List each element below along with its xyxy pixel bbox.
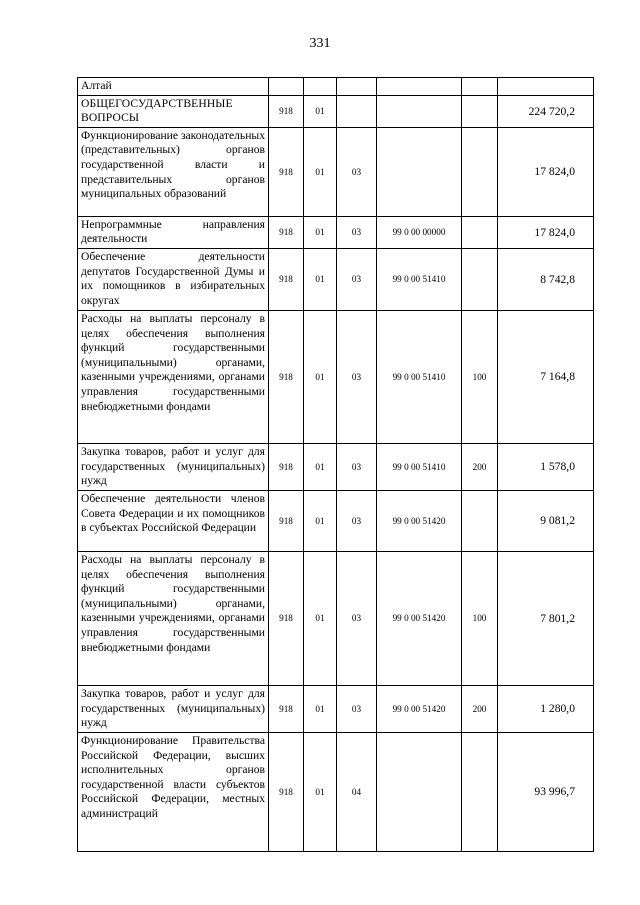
table-row xyxy=(78,127,594,216)
ministry-code: 918 xyxy=(269,551,304,685)
subsection-code: 03 xyxy=(337,490,377,551)
ministry-code: 918 xyxy=(269,248,304,310)
ministry-code: 918 xyxy=(269,95,304,127)
subsection-code: 04 xyxy=(337,732,377,851)
expense-type-code xyxy=(462,78,498,96)
subsection-code: 03 xyxy=(337,127,377,216)
amount: 9 081,2 xyxy=(498,490,594,551)
expense-type-code xyxy=(462,732,498,851)
amount: 7 801,2 xyxy=(498,551,594,685)
row-name: Расходы на выплаты персоналу в целях обеспечения выполнения функций государственными (муниципальными) органами, казенными учреждениями, органами управления государственными внебюджетными фондами xyxy=(78,310,269,443)
ministry-code: 918 xyxy=(269,216,304,248)
expense-type-code: 200 xyxy=(462,685,498,732)
subsection-code: 03 xyxy=(337,551,377,685)
section-code: 01 xyxy=(304,248,337,310)
ministry-code: 918 xyxy=(269,685,304,732)
target-code: 99 0 00 51410 xyxy=(377,248,462,310)
ministry-code: 918 xyxy=(269,732,304,851)
expense-type-code: 100 xyxy=(462,551,498,685)
target-code xyxy=(377,78,462,96)
target-code xyxy=(377,127,462,216)
amount: 93 996,7 xyxy=(498,732,594,851)
row-name: Функционирование законодательных (представительных) органов государственной власти и представительных органов муниципальных образований xyxy=(78,127,269,216)
table-row xyxy=(78,78,594,96)
expense-type-code xyxy=(462,127,498,216)
amount: 1 280,0 xyxy=(498,685,594,732)
target-code: 99 0 00 51420 xyxy=(377,551,462,685)
section-code: 01 xyxy=(304,551,337,685)
target-code: 99 0 00 00000 xyxy=(377,216,462,248)
target-code: 99 0 00 51410 xyxy=(377,443,462,490)
section-code: 01 xyxy=(304,216,337,248)
ministry-code xyxy=(269,78,304,96)
target-code xyxy=(377,732,462,851)
subsection-code: 03 xyxy=(337,310,377,443)
section-code: 01 xyxy=(304,127,337,216)
budget-table xyxy=(77,77,594,852)
table-row xyxy=(78,685,594,732)
amount xyxy=(498,78,594,96)
section-code: 01 xyxy=(304,685,337,732)
subsection-code: 03 xyxy=(337,443,377,490)
expense-type-code xyxy=(462,216,498,248)
section-code: 01 xyxy=(304,95,337,127)
expense-type-code xyxy=(462,248,498,310)
table-row xyxy=(78,443,594,490)
ministry-code: 918 xyxy=(269,490,304,551)
amount: 17 824,0 xyxy=(498,127,594,216)
ministry-code: 918 xyxy=(269,310,304,443)
section-code: 01 xyxy=(304,310,337,443)
row-name: Обеспечение деятельности депутатов Государственной Думы и их помощников в избирательных округах xyxy=(78,248,269,310)
subsection-code xyxy=(337,95,377,127)
table-row xyxy=(78,216,594,248)
section-code: 01 xyxy=(304,490,337,551)
table-row xyxy=(78,551,594,685)
expense-type-code: 100 xyxy=(462,310,498,443)
ministry-code: 918 xyxy=(269,127,304,216)
amount: 8 742,8 xyxy=(498,248,594,310)
row-name: ОБЩЕГОСУДАРСТВЕННЫЕ ВОПРОСЫ xyxy=(78,95,269,127)
subsection-code: 03 xyxy=(337,685,377,732)
table-row xyxy=(78,310,594,443)
amount: 17 824,0 xyxy=(498,216,594,248)
expense-type-code xyxy=(462,95,498,127)
page-number: 331 xyxy=(309,36,331,51)
row-name: Алтай xyxy=(78,78,269,96)
table-row xyxy=(78,490,594,551)
row-name: Закупка товаров, работ и услуг для государственных (муниципальных) нужд xyxy=(78,443,269,490)
expense-type-code: 200 xyxy=(462,443,498,490)
row-name: Закупка товаров, работ и услуг для государственных (муниципальных) нужд xyxy=(78,685,269,732)
section-code xyxy=(304,78,337,96)
subsection-code: 03 xyxy=(337,248,377,310)
section-code: 01 xyxy=(304,732,337,851)
row-name: Обеспечение деятельности членов Совета Федерации и их помощников в субъектах Российской Федерации xyxy=(78,490,269,551)
row-name: Функционирование Правительства Российской Федерации, высших исполнительных органов государственной власти субъектов Российской Федерации, местных администраций xyxy=(78,732,269,851)
section-code: 01 xyxy=(304,443,337,490)
amount: 1 578,0 xyxy=(498,443,594,490)
amount: 224 720,2 xyxy=(498,95,594,127)
row-name: Расходы на выплаты персоналу в целях обеспечения выполнения функций государственными (муниципальными) органами, казенными учреждениями, органами управления государственными внебюджетными фондами xyxy=(78,551,269,685)
row-name: Непрограммные направления деятельности xyxy=(78,216,269,248)
target-code: 99 0 00 51420 xyxy=(377,685,462,732)
subsection-code xyxy=(337,78,377,96)
table-row xyxy=(78,95,594,127)
expense-type-code xyxy=(462,490,498,551)
target-code: 99 0 00 51420 xyxy=(377,490,462,551)
table-row xyxy=(78,732,594,851)
target-code xyxy=(377,95,462,127)
amount: 7 164,8 xyxy=(498,310,594,443)
subsection-code: 03 xyxy=(337,216,377,248)
target-code: 99 0 00 51410 xyxy=(377,310,462,443)
ministry-code: 918 xyxy=(269,443,304,490)
table-row xyxy=(78,248,594,310)
